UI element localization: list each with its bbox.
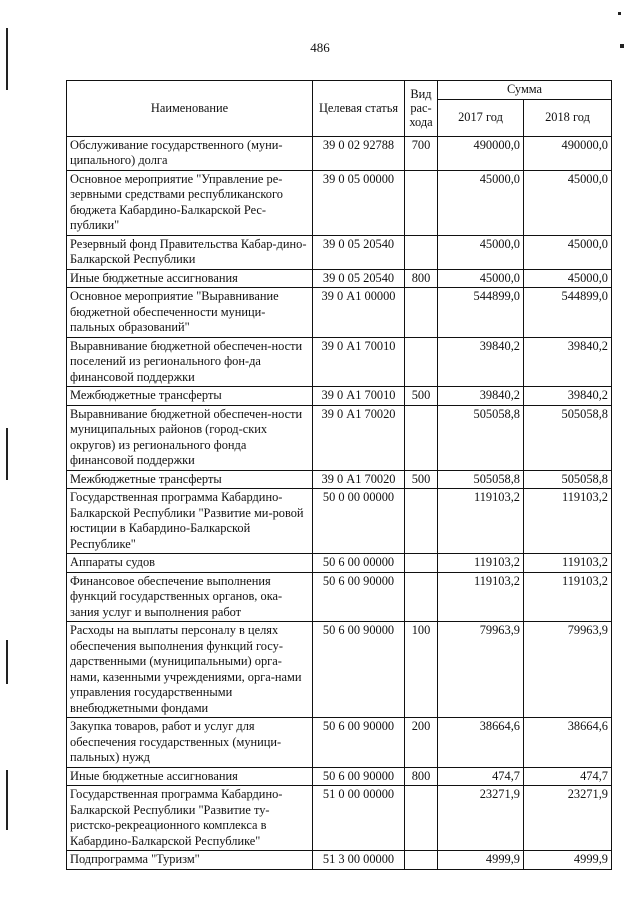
row-type: 200 xyxy=(405,718,438,768)
row-code: 39 0 А1 70020 xyxy=(313,470,405,489)
row-2018: 505058,8 xyxy=(524,470,612,489)
table-row xyxy=(67,405,612,470)
header-type: Вид рас-хода xyxy=(405,81,438,137)
row-2018: 505058,8 xyxy=(524,405,612,470)
row-2017: 119103,2 xyxy=(438,572,524,622)
header-2018: 2018 год xyxy=(524,99,612,136)
table-row xyxy=(67,387,612,406)
table-header-row xyxy=(67,81,612,100)
row-name: Государственная программа Кабардино-Балкарской Республики "Развитие ту-ристско-рекреационного комплекса в Кабардино-Балкарской Республике" xyxy=(67,786,313,851)
row-code: 39 0 А1 70020 xyxy=(313,405,405,470)
scan-mark xyxy=(6,770,8,830)
row-2017: 23271,9 xyxy=(438,786,524,851)
budget-table xyxy=(66,80,612,870)
scan-mark xyxy=(6,428,8,480)
scan-mark xyxy=(618,12,621,15)
row-2018: 38664,6 xyxy=(524,718,612,768)
row-type: 500 xyxy=(405,470,438,489)
row-type xyxy=(405,235,438,269)
row-2017: 490000,0 xyxy=(438,136,524,170)
table-row xyxy=(67,718,612,768)
row-code: 50 6 00 90000 xyxy=(313,718,405,768)
row-name: Государственная программа Кабардино-Балкарской Республики "Развитие ми-ровой юстиции в Кабардино-Балкарской Республике" xyxy=(67,489,313,554)
table-row xyxy=(67,288,612,338)
table-row xyxy=(67,767,612,786)
row-type: 700 xyxy=(405,136,438,170)
row-2018: 23271,9 xyxy=(524,786,612,851)
row-code: 50 6 00 90000 xyxy=(313,767,405,786)
row-2018: 45000,0 xyxy=(524,170,612,235)
row-2017: 505058,8 xyxy=(438,470,524,489)
row-type: 800 xyxy=(405,767,438,786)
table-row xyxy=(67,851,612,870)
row-type xyxy=(405,337,438,387)
scan-mark xyxy=(620,44,624,48)
row-type xyxy=(405,851,438,870)
row-2018: 4999,9 xyxy=(524,851,612,870)
row-code: 51 3 00 00000 xyxy=(313,851,405,870)
row-name: Выравнивание бюджетной обеспечен-ности поселений из регионального фон-да финансовой поддержки xyxy=(67,337,313,387)
row-type xyxy=(405,170,438,235)
row-2018: 544899,0 xyxy=(524,288,612,338)
row-name: Обслуживание государственного (муни-ципального) долга xyxy=(67,136,313,170)
row-code: 50 6 00 00000 xyxy=(313,554,405,573)
row-code: 39 0 А1 00000 xyxy=(313,288,405,338)
row-2017: 4999,9 xyxy=(438,851,524,870)
table-row xyxy=(67,622,612,718)
header-code: Целевая статья xyxy=(313,81,405,137)
row-2018: 45000,0 xyxy=(524,269,612,288)
row-name: Подпрограмма "Туризм" xyxy=(67,851,313,870)
row-code: 39 0 05 20540 xyxy=(313,235,405,269)
table-row xyxy=(67,572,612,622)
table-row xyxy=(67,235,612,269)
row-name: Основное мероприятие "Управление ре-зервными средствами республиканского бюджета Кабардино-Балкарской Рес-публики" xyxy=(67,170,313,235)
row-2017: 79963,9 xyxy=(438,622,524,718)
row-2017: 474,7 xyxy=(438,767,524,786)
row-2018: 119103,2 xyxy=(524,489,612,554)
row-2018: 119103,2 xyxy=(524,572,612,622)
table-row xyxy=(67,489,612,554)
row-type: 100 xyxy=(405,622,438,718)
row-2018: 474,7 xyxy=(524,767,612,786)
row-2018: 39840,2 xyxy=(524,387,612,406)
row-code: 39 0 02 92788 xyxy=(313,136,405,170)
row-2017: 39840,2 xyxy=(438,337,524,387)
row-name: Выравнивание бюджетной обеспечен-ности муниципальных районов (город-ских округов) из регионального фонда финансовой поддержки xyxy=(67,405,313,470)
row-type xyxy=(405,288,438,338)
row-name: Финансовое обеспечение выполнения функций государственных органов, ока-зания услуг и выполнения работ xyxy=(67,572,313,622)
row-2017: 119103,2 xyxy=(438,489,524,554)
row-2018: 45000,0 xyxy=(524,235,612,269)
row-code: 39 0 05 20540 xyxy=(313,269,405,288)
row-2017: 505058,8 xyxy=(438,405,524,470)
row-2018: 490000,0 xyxy=(524,136,612,170)
row-type xyxy=(405,489,438,554)
row-code: 50 6 00 90000 xyxy=(313,572,405,622)
table-row xyxy=(67,786,612,851)
header-name: Наименование xyxy=(67,81,313,137)
table-row xyxy=(67,136,612,170)
row-name: Закупка товаров, работ и услуг для обеспечения государственных (муници-пальных) нужд xyxy=(67,718,313,768)
row-code: 39 0 А1 70010 xyxy=(313,337,405,387)
row-2017: 45000,0 xyxy=(438,235,524,269)
table-row xyxy=(67,170,612,235)
row-name: Иные бюджетные ассигнования xyxy=(67,767,313,786)
table-row xyxy=(67,470,612,489)
row-2017: 39840,2 xyxy=(438,387,524,406)
row-2018: 79963,9 xyxy=(524,622,612,718)
row-code: 50 6 00 90000 xyxy=(313,622,405,718)
row-name: Аппараты судов xyxy=(67,554,313,573)
row-2018: 39840,2 xyxy=(524,337,612,387)
row-type xyxy=(405,554,438,573)
row-type xyxy=(405,786,438,851)
row-code: 50 0 00 00000 xyxy=(313,489,405,554)
row-name: Резервный фонд Правительства Кабар-дино-Балкарской Республики xyxy=(67,235,313,269)
row-code: 39 0 05 00000 xyxy=(313,170,405,235)
row-type xyxy=(405,572,438,622)
scan-mark xyxy=(6,28,8,90)
row-code: 51 0 00 00000 xyxy=(313,786,405,851)
row-name: Основное мероприятие "Выравнивание бюджетной обеспеченности муници-пальных образований" xyxy=(67,288,313,338)
table-row xyxy=(67,337,612,387)
row-2018: 119103,2 xyxy=(524,554,612,573)
row-name: Иные бюджетные ассигнования xyxy=(67,269,313,288)
row-code: 39 0 А1 70010 xyxy=(313,387,405,406)
page-number: 486 xyxy=(310,40,330,55)
header-sum: Сумма xyxy=(438,81,612,100)
row-name: Расходы на выплаты персоналу в целях обеспечения выполнения функций госу-дарственными (муниципальными) орга-нами, казенными учреждениями, орга-нами управления государственными внебюджетными фондами xyxy=(67,622,313,718)
row-type xyxy=(405,405,438,470)
header-2017: 2017 год xyxy=(438,99,524,136)
row-type: 500 xyxy=(405,387,438,406)
row-2017: 544899,0 xyxy=(438,288,524,338)
table-row xyxy=(67,269,612,288)
row-type: 800 xyxy=(405,269,438,288)
row-2017: 38664,6 xyxy=(438,718,524,768)
row-2017: 119103,2 xyxy=(438,554,524,573)
table-row xyxy=(67,554,612,573)
row-name: Межбюджетные трансферты xyxy=(67,470,313,489)
row-2017: 45000,0 xyxy=(438,170,524,235)
scan-mark xyxy=(6,640,8,684)
row-name: Межбюджетные трансферты xyxy=(67,387,313,406)
row-2017: 45000,0 xyxy=(438,269,524,288)
